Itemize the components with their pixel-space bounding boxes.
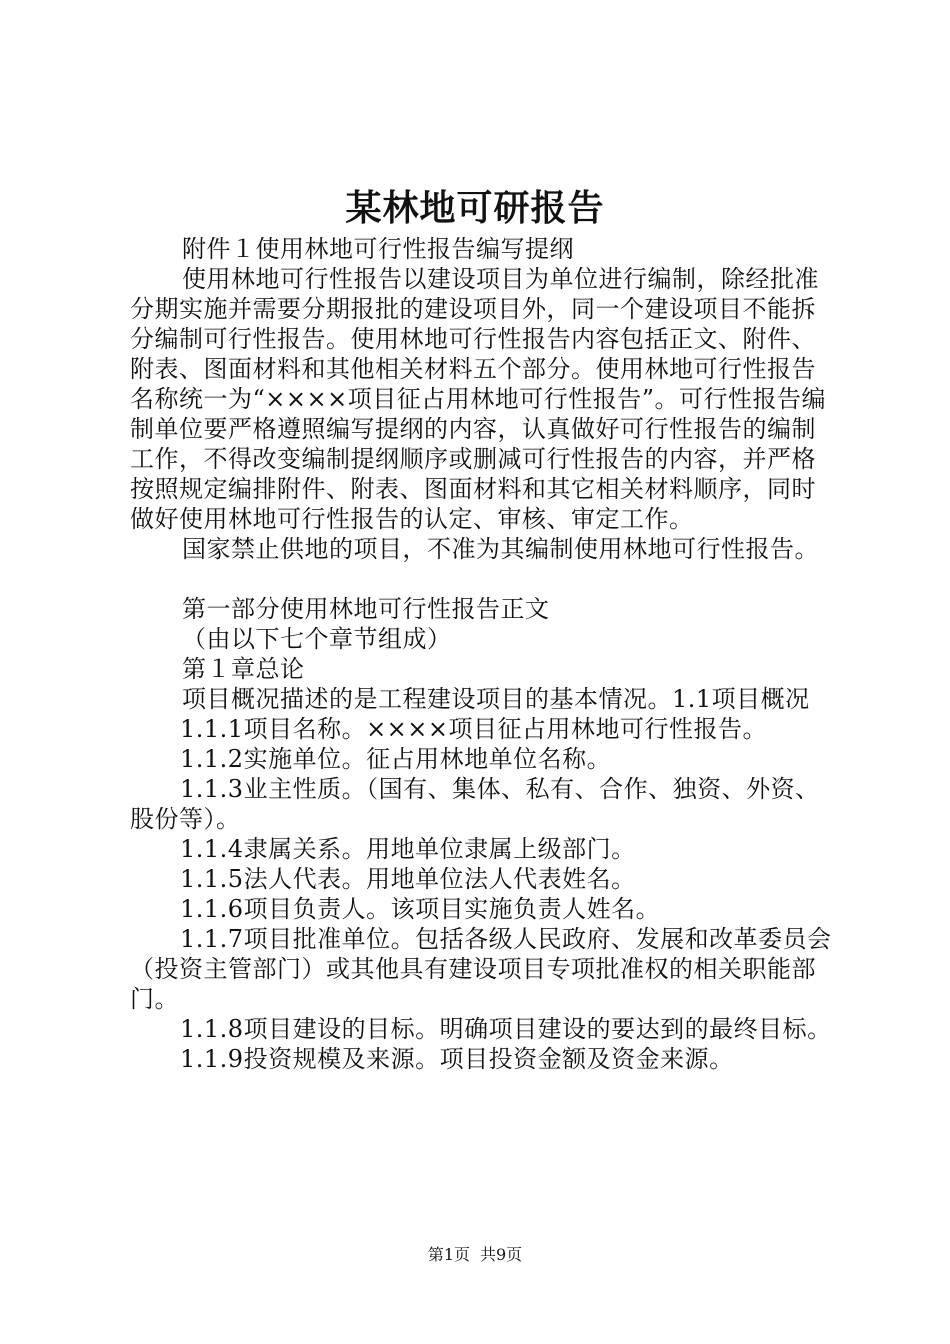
document-body xyxy=(130,234,835,1074)
page-number: 第1页 xyxy=(427,1245,470,1264)
list-item: 1.1.8项目建设的目标。明确项目建设的要达到的最终目标。 xyxy=(180,1015,832,1043)
list-item: 1.1.1项目名称。××××项目征占用林地可行性报告。 xyxy=(180,715,768,743)
document-title: 某林地可研报告 xyxy=(345,187,605,229)
list-item: 1.1.2实施单位。征占用林地单位名称。 xyxy=(180,745,612,773)
section-heading: 第一部分使用林地可行性报告正文 xyxy=(182,595,550,623)
paragraph-attachment-heading: 附件１使用林地可行性报告编写提纲 xyxy=(182,235,574,263)
paragraph-gap xyxy=(130,564,835,594)
list-item: 1.1.5法人代表。用地单位法人代表姓名。 xyxy=(180,865,636,893)
list-item: 1.1.7项目批准单位。包括各级人民政府、发展和改革委员会（投资主管部门）或其他具有建设项目专项批准权的相关职能部门。 xyxy=(130,925,832,1013)
list-item: 1.1.4隶属关系。用地单位隶属上级部门。 xyxy=(180,835,636,863)
page-total: 共9页 xyxy=(480,1245,523,1264)
section-note: （由以下七个章节组成） xyxy=(182,625,452,653)
chapter-heading: 第１章总论 xyxy=(182,655,305,683)
list-item: 1.1.3业主性质。（国有、集体、私有、合作、独资、外资、股份等）。 xyxy=(130,775,820,833)
list-item: 1.1.9投资规模及来源。项目投资金额及资金来源。 xyxy=(180,1045,734,1073)
paragraph-overview: 项目概况描述的是工程建设项目的基本情况。1.1项目概况 xyxy=(182,685,810,713)
paragraph-prohibition: 国家禁止供地的项目，不准为其编制使用林地可行性报告。 xyxy=(182,535,819,563)
page-footer xyxy=(0,1244,950,1266)
list-item: 1.1.6项目负责人。该项目实施负责人姓名。 xyxy=(180,895,661,923)
paragraph-intro: 使用林地可行性报告以建设项目为单位进行编制，除经批准分期实施并需要分期报批的建设项目外，同一个建设项目不能拆分编制可行性报告。使用林地可行性报告内容包括正文、附件、附表、图面材料和其他相关材料五个部分。使用林地可行性报告名称统一为“××××项目征占用林地可行性报告”。可行性报告编制单位要严格遵照编写提纲的内容，认真做好可行性报告的编制工作，不得改变编制提纲顺序或删减可行性报告的内容，并严格按照规定编排附件、附表、图面材料和其它相关材料顺序，同时做好使用林地可行性报告的认定、审核、审定工作。 xyxy=(130,265,826,533)
